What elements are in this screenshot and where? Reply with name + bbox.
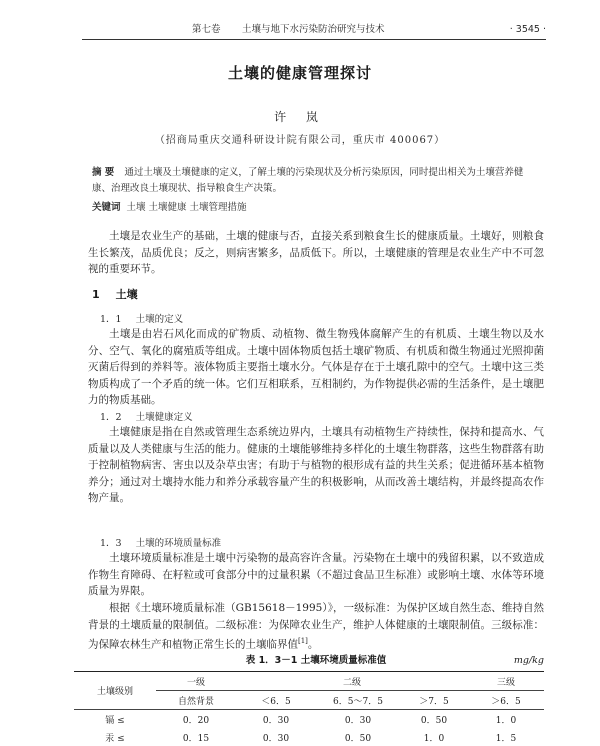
table-cell: 0．15	[182, 733, 210, 744]
table-cell: 0．30	[262, 733, 290, 744]
keywords-label: 关键词	[92, 202, 121, 213]
section-title: 土壤	[115, 288, 138, 301]
author-affiliation: （招商局重庆交通科研设计院有限公司，重庆市 400067）	[154, 135, 446, 146]
table-cell: 1．0	[468, 710, 544, 729]
header-grade-2: 二级	[236, 672, 468, 691]
subsection-number: 1．1	[100, 314, 122, 325]
soil-standard-table	[74, 671, 544, 746]
table-row	[74, 710, 544, 729]
abstract	[92, 165, 542, 196]
subsection-number: 1．3	[100, 538, 122, 549]
paragraph-1-3-standards-text: 根据《土壤环境质量标准（GB15618－1995）》，一级标准：为保护区域自然生态、维持自然背景的土壤质量的限制值。二级标准：为保障农业生产，维护人体健康的土壤限制值。三级标准：为保障农林生产和植物正常生长的土壤临界值	[88, 602, 544, 651]
citation-ref: [1]	[298, 637, 308, 646]
subsection-heading-1-1	[100, 311, 183, 325]
table-cell: 1．0	[423, 733, 445, 744]
paragraph-end-mark: 。	[307, 638, 319, 651]
header-grade-3: 三级	[468, 672, 544, 691]
header-rule	[82, 39, 546, 40]
paragraph-1-1: 土壤是由岩石风化而成的矿物质、动植物、微生物残体腐解产生的有机质、土壤生物以及水分、空气、氧化的腐殖质等组成。土壤中固体物质包括土壤矿物质、有机质和微生物通过光照抑菌灭菌后得到的养料等。液体物质主要指土壤水分。气体是存在于土壤孔隙中的空气。土壤中这三类物质构成了一个矛盾的统一体。它们互相联系，互相制约，为作物提供必需的生活条件，是土壤肥力的物质基础。	[88, 328, 544, 407]
subheader-cell: ＞6．5	[468, 691, 544, 710]
table-cell: 0．50	[344, 733, 372, 744]
subsection-heading-1-2	[100, 409, 193, 423]
subsection-title: 土壤的定义	[135, 314, 184, 325]
row-label: 汞 ≤	[105, 733, 125, 744]
row-label: 镉 ≤	[74, 710, 156, 729]
subsection-title: 土壤健康定义	[135, 412, 193, 423]
subsection-number: 1．2	[100, 412, 122, 423]
paragraph-1-3: 土壤环境质量标准是土壤中污染物的最高容许含量。污染物在土壤中的残留积累，以不致造成作物生育障碍、在籽粒或可食部分中的过量积累（不超过食品卫生标准）或影响土壤、水体等环境质量为界限。	[88, 552, 544, 598]
table-unit: mg/kg	[513, 655, 544, 666]
paragraph-1-2: 土壤健康是指在自然或管理生态系统边界内，土壤具有动植物生产持续性，保持和提高水、气质量以及人类健康与生活的能力。健康的土壤能够维持多样化的土壤生物群落，这些生物群落有助于控制植物病害、害虫以及杂草虫害；有助于与植物的根形成有益的共生关系；促进循环基本植物养分；通过对土壤持水能力和养分承载容量产生的积极影响，从而改善土壤结构，并最终提高农作物产量。	[88, 426, 544, 505]
keywords	[92, 200, 542, 215]
subheader-cell: 自然背景	[156, 691, 236, 710]
abstract-label: 摘 要	[92, 167, 115, 178]
table-cell: 1．5	[495, 733, 517, 744]
table-header-row	[74, 672, 544, 691]
abstract-text: 通过土壤及土壤健康的定义，了解土壤的污染现状及分析污染原因，同时提出相关为土壤营养健康、治理改良土壤现状、指导粮食生产决策。	[92, 167, 524, 194]
running-head	[82, 22, 546, 38]
subsection-heading-1-3	[100, 535, 221, 549]
paper-title: 土壤的健康管理探讨	[227, 64, 372, 82]
table-cell: 0．30	[236, 710, 316, 729]
running-head-page-number: · 3545 ·	[509, 24, 546, 35]
table-caption-row	[88, 653, 544, 669]
paragraph-1-3-standards	[88, 600, 544, 653]
table-caption: 表 1．3－1 土壤环境质量标准值	[245, 655, 387, 666]
keywords-text: 土壤 土壤健康 土壤管理措施	[126, 202, 247, 213]
section-number: 1	[92, 288, 100, 301]
subheader-cell: ＜6．5	[236, 691, 316, 710]
running-head-journal: 第七卷	[192, 24, 221, 35]
running-head-section: 土壤与地下水污染防治研究与技术	[242, 24, 385, 35]
subheader-cell: ＞7．5	[400, 691, 468, 710]
intro-paragraph: 土壤是农业生产的基础，土壤的健康与否，直接关系到粮食生长的健康质量。土壤好，则粮食生长繁茂，品质优良；反之，则病害繁多，品质低下。所以，土壤健康的管理是农业生产中不可忽视的重要环节。	[88, 230, 544, 276]
header-soil-level: 土壤级别	[74, 672, 156, 710]
author-name: 许 岚	[274, 110, 326, 124]
table-cell: 0．50	[400, 710, 468, 729]
table-cell: 0．30	[316, 710, 400, 729]
table-row	[74, 728, 544, 746]
subsection-title: 土壤的环境质量标准	[135, 538, 222, 549]
header-grade-1: 一级	[156, 672, 236, 691]
section-heading-1	[92, 286, 138, 302]
subheader-cell: 6．5～7．5	[316, 691, 400, 710]
table-cell: 0．20	[156, 710, 236, 729]
